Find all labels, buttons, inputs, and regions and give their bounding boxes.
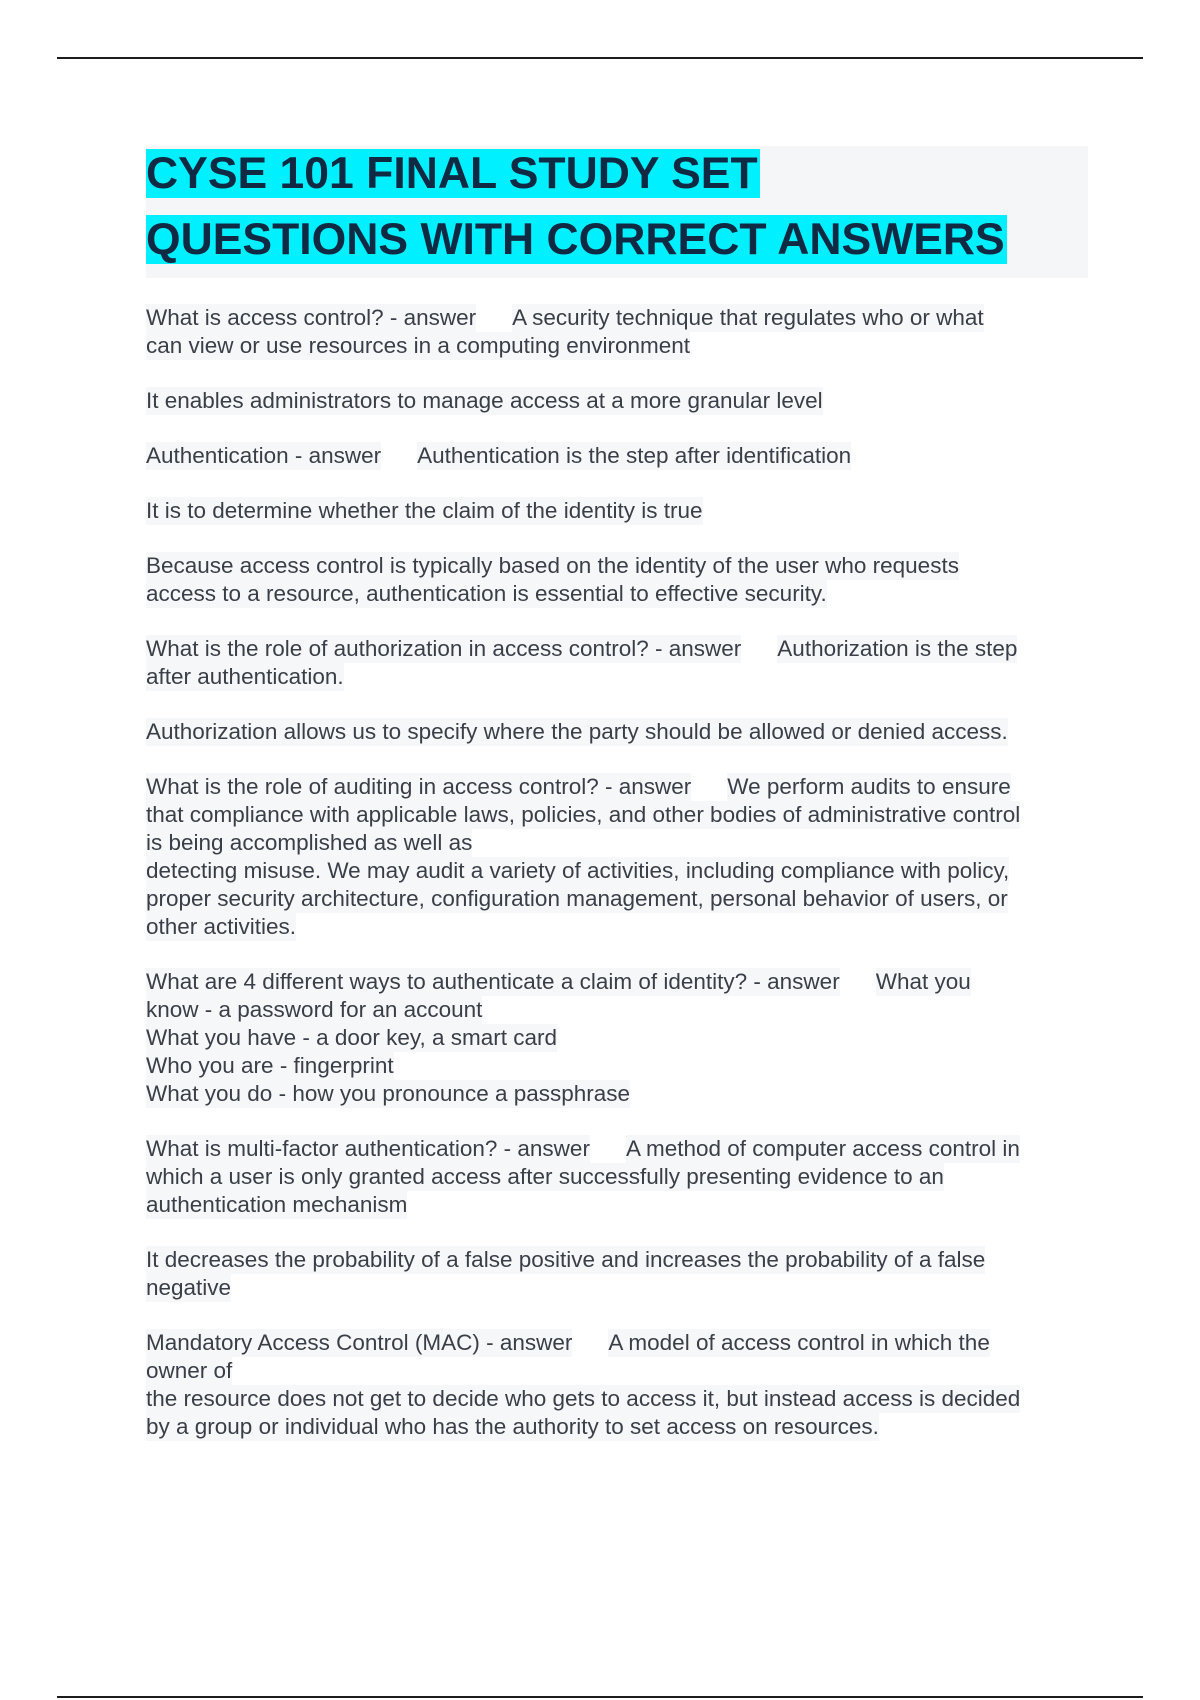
text-line: owner of	[146, 1358, 233, 1383]
qa-paragraph	[146, 773, 1096, 941]
answer-gap	[381, 442, 417, 470]
question-text: What is the role of auditing in access control? - answer	[146, 774, 692, 799]
text-line: other activities.	[146, 914, 297, 939]
qa-paragraph	[146, 552, 1096, 608]
text-line: negative	[146, 1275, 232, 1300]
qa-paragraph	[146, 1135, 1096, 1219]
text-line: after authentication.	[146, 664, 344, 689]
answer-text: A security technique that regulates who or what	[512, 305, 984, 330]
qa-paragraph	[146, 442, 1096, 470]
text-line: detecting misuse. We may audit a variety of activities, including compliance with policy,	[146, 858, 1010, 883]
text-line	[146, 1135, 1020, 1163]
text-line: authentication mechanism	[146, 1192, 408, 1217]
text-line: that compliance with applicable laws, policies, and other bodies of administrative control	[146, 802, 1021, 827]
text-line: is being accomplished as well as	[146, 830, 473, 855]
answer-text: Authentication is the step after identification	[417, 443, 852, 468]
answer-text: A model of access control in which the	[608, 1330, 990, 1355]
qa-paragraph	[146, 635, 1096, 691]
text-line: can view or use resources in a computing environment	[146, 333, 691, 358]
answer-gap	[741, 635, 777, 663]
question-text: Mandatory Access Control (MAC) - answer	[146, 1330, 573, 1355]
text-line: It enables administrators to manage access at a more granular level	[146, 388, 823, 413]
text-line: which a user is only granted access after successfully presenting evidence to an	[146, 1164, 944, 1189]
text-line: It decreases the probability of a false positive and increases the probability of a false	[146, 1247, 986, 1272]
question-text: What are 4 different ways to authenticate a claim of identity? - answer	[146, 969, 840, 994]
answer-text: What you	[875, 969, 971, 994]
answer-text: We perform audits to ensure	[727, 774, 1011, 799]
text-line: What you do - how you pronounce a passphrase	[146, 1081, 631, 1106]
footer-rule	[57, 1696, 1143, 1698]
text-line	[146, 442, 851, 470]
text-line: the resource does not get to decide who gets to access it, but instead access is decided	[146, 1386, 1021, 1411]
text-line: Because access control is typically based on the identity of the user who requests	[146, 553, 959, 578]
title-line-2: QUESTIONS WITH CORRECT ANSWERS	[146, 215, 1005, 264]
question-text: What is the role of authorization in access control? - answer	[146, 636, 742, 661]
question-text: What is access control? - answer	[146, 305, 477, 330]
text-line	[146, 635, 1017, 663]
text-line	[146, 304, 984, 332]
text-line	[146, 773, 1011, 801]
qa-paragraph	[146, 1329, 1096, 1441]
text-line: by a group or individual who has the authority to set access on resources.	[146, 1414, 879, 1439]
answer-text: A method of computer access control in	[625, 1136, 1020, 1161]
text-line: Authorization allows us to specify where the party should be allowed or denied access.	[146, 719, 1008, 744]
question-text: What is multi-factor authentication? - answer	[146, 1136, 590, 1161]
text-line: Who you are - fingerprint	[146, 1053, 394, 1078]
qa-paragraph	[146, 387, 1096, 415]
text-line: know - a password for an account	[146, 997, 483, 1022]
qa-paragraph	[146, 1246, 1096, 1302]
text-line: It is to determine whether the claim of the identity is true	[146, 498, 703, 523]
text-line: proper security architecture, configuration management, personal behavior of users, or	[146, 886, 1008, 911]
title-line-1: CYSE 101 FINAL STUDY SET	[146, 149, 758, 198]
qa-paragraph	[146, 968, 1096, 1108]
answer-gap	[572, 1329, 608, 1357]
document-title	[146, 146, 1088, 278]
qa-paragraph	[146, 718, 1096, 746]
text-line	[146, 1329, 990, 1357]
answer-gap	[840, 968, 876, 996]
answer-gap	[476, 304, 512, 332]
text-line: What you have - a door key, a smart card	[146, 1025, 558, 1050]
answer-text: Authorization is the step	[777, 636, 1018, 661]
text-line: access to a resource, authentication is essential to effective security.	[146, 581, 827, 606]
qa-paragraph	[146, 304, 1096, 360]
question-text: Authentication - answer	[146, 443, 382, 468]
answer-gap	[590, 1135, 626, 1163]
document-body	[146, 146, 1096, 1468]
answer-gap	[691, 773, 727, 801]
qa-paragraph	[146, 497, 1096, 525]
qa-list	[146, 304, 1096, 1441]
header-rule	[57, 57, 1143, 59]
text-line	[146, 968, 971, 996]
